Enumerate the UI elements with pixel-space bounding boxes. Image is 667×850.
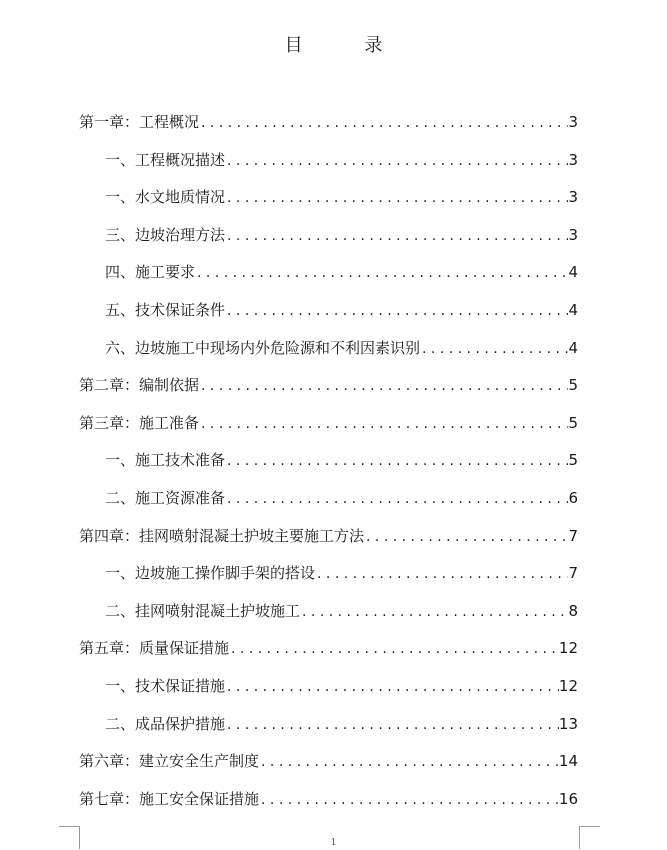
- toc-entry-page-number: 8: [568, 601, 578, 620]
- toc-entry-page-number: 5: [568, 451, 578, 470]
- toc-entry-section[interactable]: [79, 674, 578, 712]
- toc-dot-leader: [364, 525, 568, 549]
- toc-entry-page-number: 5: [568, 413, 578, 432]
- toc-entry-chapter[interactable]: [79, 411, 578, 449]
- page-number: 1: [330, 838, 337, 848]
- toc-dot-leader: [225, 449, 568, 473]
- toc-dot-leader: [225, 299, 568, 323]
- toc-entry-page-number: 3: [568, 188, 578, 207]
- toc-entry-page-number: 16: [558, 789, 578, 808]
- toc-entry-page-number: 12: [558, 676, 578, 695]
- toc-entry-chapter[interactable]: [79, 787, 578, 825]
- toc-dot-leader: [300, 600, 568, 624]
- toc-entry-section[interactable]: [79, 260, 578, 298]
- table-of-contents: [79, 110, 578, 824]
- toc-dot-leader: [229, 637, 559, 661]
- toc-entry-chapter[interactable]: [79, 524, 578, 562]
- toc-entry-page-number: 4: [568, 338, 578, 357]
- toc-entry-text: 一、施工技术准备: [105, 451, 226, 470]
- toc-entry-text: 第二章：编制依据: [79, 376, 200, 395]
- toc-entry-text: 六、边坡施工中现场内外危险源和不利因素识别: [105, 338, 421, 357]
- toc-entry-section[interactable]: [79, 148, 578, 186]
- toc-entry-section[interactable]: [79, 599, 578, 637]
- toc-entry-chapter[interactable]: [79, 636, 578, 674]
- toc-entry-page-number: 13: [558, 714, 578, 733]
- toc-entry-page-number: 7: [568, 526, 578, 545]
- toc-entry-text: 二、施工资源准备: [105, 488, 226, 507]
- toc-entry-text: 二、挂网喷射混凝土护坡施工: [105, 601, 301, 620]
- toc-entry-page-number: 5: [568, 376, 578, 395]
- toc-entry-page-number: 3: [568, 225, 578, 244]
- toc-dot-leader: [199, 374, 568, 398]
- toc-entry-chapter[interactable]: [79, 373, 578, 411]
- toc-dot-leader: [420, 337, 568, 361]
- toc-entry-text: 第六章：建立安全生产制度: [79, 752, 260, 771]
- toc-entry-section[interactable]: [79, 448, 578, 486]
- toc-entry-text: 一、水文地质情况: [105, 188, 226, 207]
- toc-dot-leader: [259, 750, 559, 774]
- toc-entry-section[interactable]: [79, 298, 578, 336]
- toc-dot-leader: [199, 111, 568, 135]
- toc-entry-chapter[interactable]: [79, 110, 578, 148]
- toc-entry-page-number: 4: [568, 300, 578, 319]
- toc-entry-text: 第一章：工程概况: [79, 113, 200, 131]
- toc-dot-leader: [225, 224, 568, 248]
- toc-title: 目 录: [284, 35, 411, 56]
- toc-dot-leader: [199, 412, 568, 436]
- toc-entry-text: 五、技术保证条件: [105, 300, 226, 319]
- toc-entry-section[interactable]: [79, 223, 578, 261]
- toc-entry-text: 第四章：挂网喷射混凝土护坡主要施工方法: [79, 526, 365, 545]
- toc-dot-leader: [225, 713, 559, 737]
- toc-entry-section[interactable]: [79, 712, 578, 750]
- toc-entry-page-number: 4: [568, 263, 578, 282]
- toc-dot-leader: [225, 186, 568, 210]
- toc-entry-section[interactable]: [79, 561, 578, 599]
- toc-entry-text: 第三章：施工准备: [79, 413, 200, 432]
- toc-entry-text: 一、边坡施工操作脚手架的搭设: [105, 564, 316, 583]
- toc-dot-leader: [225, 149, 568, 173]
- toc-entry-chapter[interactable]: [79, 749, 578, 787]
- toc-entry-section[interactable]: [79, 486, 578, 524]
- toc-entry-page-number: 6: [568, 488, 578, 507]
- toc-entry-text: 四、施工要求: [105, 263, 196, 282]
- toc-entry-text: 一、工程概况描述: [105, 150, 226, 169]
- toc-dot-leader: [195, 261, 568, 285]
- toc-entry-page-number: 14: [558, 752, 578, 771]
- toc-dot-leader: [225, 675, 559, 699]
- toc-entry-text: 二、成品保护措施: [105, 714, 226, 733]
- toc-dot-leader: [259, 788, 559, 812]
- toc-dot-leader: [225, 487, 568, 511]
- toc-entry-section[interactable]: [79, 336, 578, 374]
- toc-entry-text: 第五章：质量保证措施: [79, 639, 230, 658]
- toc-entry-page-number: 12: [558, 639, 578, 658]
- toc-entry-page-number: 3: [568, 113, 578, 131]
- toc-entry-page-number: 7: [568, 564, 578, 583]
- toc-entry-text: 一、技术保证措施: [105, 676, 226, 695]
- toc-entry-text: 第七章：施工安全保证措施: [79, 789, 260, 808]
- toc-entry-page-number: 3: [568, 150, 578, 169]
- toc-entry-text: 三、边坡治理方法: [105, 225, 226, 244]
- toc-entry-section[interactable]: [79, 185, 578, 223]
- toc-dot-leader: [315, 562, 568, 586]
